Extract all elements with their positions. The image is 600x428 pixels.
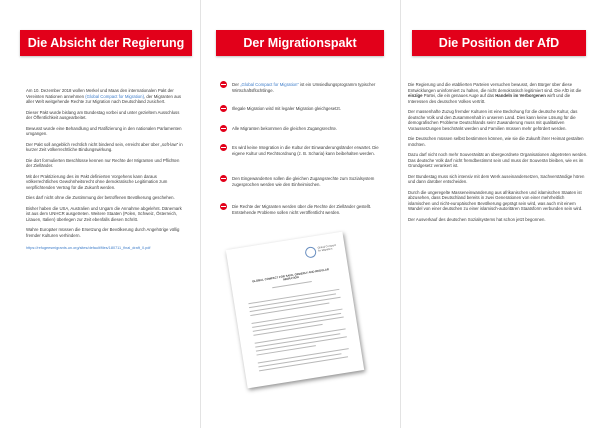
text-span: , der Migranten aus aller Welt weitgehende Rechte zur Migration nach Deutschland zusichert. [26,93,182,104]
panel-title-afd-position: Die Position der AfD [412,30,586,56]
list-item [220,126,390,132]
afd-position-text [408,82,588,227]
list-item-text: Die Rechte der Migranten werden über die Rechte der Zielländer gestellt. Entstehende Probleme sollen nicht veröffentlicht werden. [232,204,372,215]
document-title: GLOBAL COMPACT FOR SAFE, ORDERLY AND REGULAR MIGRATION [251,267,330,284]
paragraph-4: Dazu darf nicht noch mehr Souveränität an übergeordnete Organisationen abgetreten werden. Das deutsche Volk darf nicht fremdbestimmt sein und muss der Souverän bleiben, wie es im Grundgesetz verankert ist. [408,152,588,168]
bold-span: einzige [408,93,423,98]
doc-line [255,328,346,343]
paragraph-2: Der massenhafte Zuzug fremder Kulturen ist eine Bedrohung für die deutsche Kultur, das deutsche Volk und den Zusammenhalt in unserem Land. Dies kann keine Lösung für die demografischen Probleme Deutschlands sein! Zuwanderung muss mit qualitativen Voraussetzungen beschränkt werden und Familien müssen mehr gefördert werden. [408,109,578,131]
no-entry-icon [220,203,227,210]
highlight-global-compact: (Global Compact for Migration) [85,93,144,99]
text-span: Der [232,82,241,87]
list-item-text: Alle Migranten bekommen die gleichen Zugangsrechte. [232,126,338,131]
no-entry-icon [220,105,227,112]
paragraph-9: Wahre Europäer müssen die Ersetzung der Bevölkerung durch Angehörige völlig fremder Kulturen verhindern. [26,227,180,238]
panel-title-government-intent: Die Absicht der Regierung [20,30,192,56]
doc-line [248,289,339,304]
no-entry-icon [220,144,227,151]
no-entry-icon [220,175,227,182]
list-item [220,82,390,93]
list-item [220,145,390,156]
text-span: Am 10. Dezember 2018 wollen Merkel und Maas den internationalen Pakt der Vereinten Nationen annehmen [26,88,174,99]
paragraph-3: Bewusst wurde eine Behandlung und Ratifizierung in den nationalen Parlamenten umgangen. [26,125,182,136]
government-intent-text [26,88,186,257]
source-link[interactable]: https://refugeesmigrants.un.org/sites/default/files/180711_final_draft_0.pdf [26,246,151,250]
paragraph-1 [408,82,588,104]
list-item-text: Den Eingewanderten sollen die gleichen Zugangsrechte zum Sozialsystem zugesprochen werden wie den Einheimischen. [232,176,375,187]
list-item-text: Illegale Migration wird mit legaler Migration gleichgesetzt. [232,106,341,111]
paragraph-6: Mit der Praktizierung des im Pakt definierten Vorgehens kann daraus völkerrechtliches Gewohnheitsrecht ohne demokratische Legitimation zum verpflichtenden Vertrag für die Zukunft werden. [26,173,168,190]
doc-line [251,309,342,324]
text-span: ist ein Umsiedlungsprogramm typischer Wirtschaftsflüchtlinge. [232,82,376,93]
list-item [220,204,390,215]
paragraph-2: Dieser Pakt wurde bislang am Bundestag vorbei und unter gezieltem Ausschluss der Öffentlichkeit ausgearbeitet. [26,109,180,120]
doc-line [258,348,349,363]
paragraph-1 [26,88,186,105]
text-span: wirft und die Interessen des deutschen Volkes vertritt. [408,93,571,104]
list-item-text: Es wird keine Integration in die Kultur der Einwanderungsländer erwartet. Die eigene Kultur und Rechtsordnung (z. B. Scharia) kann beibehalten werden. [232,145,379,156]
paragraph-7: Der Ausverkauf des deutschen Sozialsystems hat schon jetzt begonnen. [408,216,546,222]
paragraph-6: Durch die ungeregelte Masseneinwanderung aus afrikanischen und islamischen Staaten ist abzusehen, dass Deutschland bereits in zwei Generationen von einer mehrheitlich islamischen und nicht-europäischen Bevölkerung geprägt sein wird, was auch mit einem Wandel von einer deutschen zu einer islamisch-autoritären Staatsform verbunden sein wird. [408,189,583,211]
no-entry-icon [220,81,227,88]
text-span: Die Regierung und die etablierten Parteien versuchen bewusst, den Bürger über diese Entwicklungen uninformiert zu halten, die nicht demokratisch legitimiert sind. Die AfD ist die [408,82,582,93]
list-item [220,106,390,112]
list-item [220,176,390,187]
paragraph-3: Die Deutschen müssen selbst bestimmen können, wie sie die Zukunft ihrer Heimat gestalten möchten. [408,136,584,147]
text-span: Partei, die ein genaues Auge auf das [422,93,496,98]
bold-span: Handeln im Verborgenen [495,93,546,98]
paragraph-4: Der Pakt soll angeblich rechtlich nicht bindend sein, erreicht aber über „soft-law“ in kurzer Zeit völkerrechtliche Bindungswirkung. [26,141,183,152]
un-logo [304,243,337,262]
paragraph-5: Die dort formulierten Beschlüsse kennen nur Rechte der Migranten und Pflichten der Zielländer. [26,157,180,168]
un-logo-label: Global Compact for Migration [317,243,337,253]
compact-document-image [226,232,364,389]
panel-title-migration-pact: Der Migrationspakt [216,30,384,56]
highlight-global-compact: „Global Compact for Migration“ [240,82,299,87]
paragraph-8: Bisher haben die USA, Australien und Ungarn die Annahme abgelehnt. Dänemark ist aus dem UNHCR ausgetreten. Weitere Staaten (Polen, Schweiz, Österreich, Litauen, Italien) überlegen zur Zeit ebenfalls diesen Schritt. [26,205,182,222]
paragraph-5: Der Bundestag muss sich intensiv mit dem Werk auseinandersetzen, Sachverständige hören und dann darüber entscheiden. [408,173,585,184]
un-emblem-icon [304,246,317,259]
paragraph-7: Dies darf nicht ohne die Zustimmung der betroffenen Bevölkerung geschehen. [26,195,175,200]
list-item-text [232,82,390,93]
no-entry-icon [220,125,227,132]
